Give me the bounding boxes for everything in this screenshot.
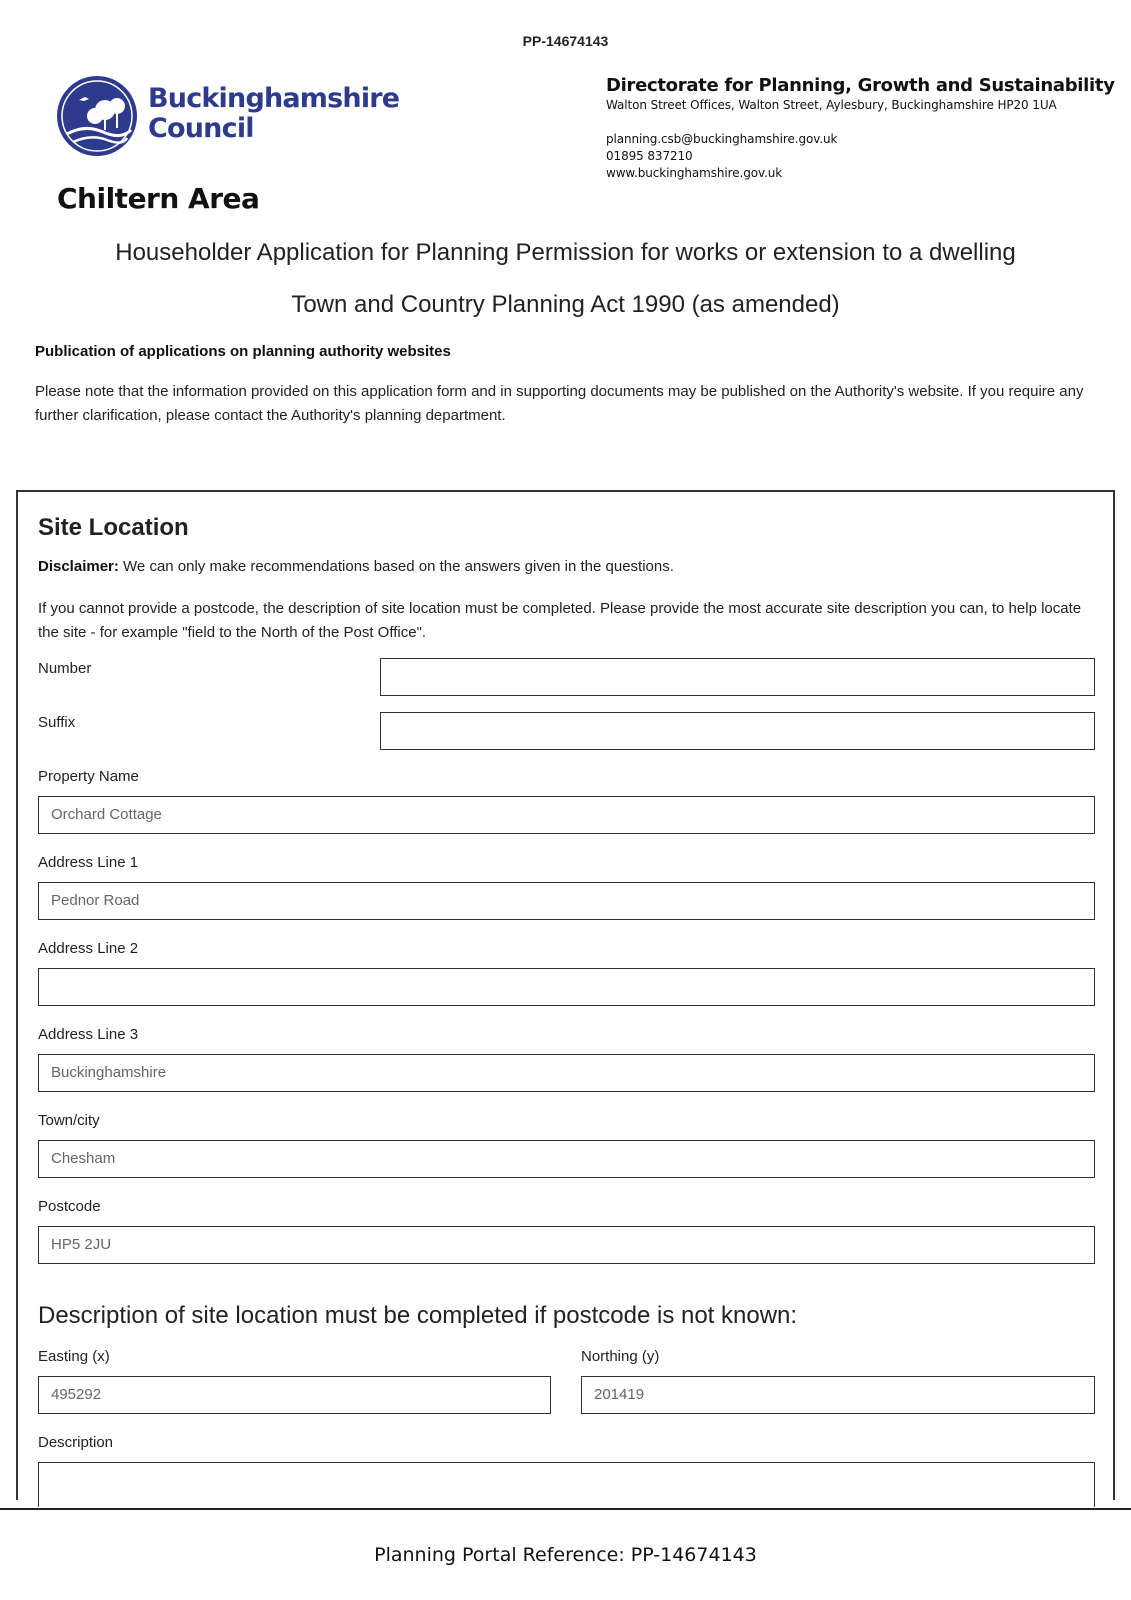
- act-title: Town and Country Planning Act 1990 (as amended): [291, 291, 840, 318]
- directorate-address: Walton Street Offices, Walton Street, Aylesbury, Buckinghamshire HP20 1UA: [606, 98, 1057, 112]
- directorate-website: www.buckinghamshire.gov.uk: [606, 166, 783, 180]
- publication-text: Please note that the information provided on this application form and in supporting documents may be published on the Authority's website. If you require any further clarification, please contact the Authority's planning department.: [35, 383, 1084, 424]
- description-heading: Description of site location must be completed if postcode is not known:: [38, 1302, 798, 1329]
- disclaimer-text: We can only make recommendations based on the answers given in the questions.: [118, 558, 674, 575]
- address-line-1-field[interactable]: Pednor Road: [38, 882, 1095, 920]
- council-name: [148, 84, 399, 144]
- property-name-label: Property Name: [38, 768, 139, 785]
- description-field[interactable]: [38, 1462, 1095, 1507]
- footer-reference: Planning Portal Reference: PP-14674143: [374, 1544, 757, 1566]
- description-label: Description: [38, 1434, 114, 1451]
- area-title: Chiltern Area: [57, 182, 260, 215]
- top-reference: PP-14674143: [522, 33, 609, 49]
- address-line-1-label: Address Line 1: [38, 854, 139, 871]
- number-field[interactable]: [380, 658, 1095, 696]
- footer-divider: [0, 1508, 1131, 1510]
- council-name-line1: Buckinghamshire: [148, 83, 400, 114]
- property-name-field[interactable]: Orchard Cottage: [38, 796, 1095, 834]
- council-name-line2: Council: [148, 113, 254, 144]
- northing-field[interactable]: 201419: [581, 1376, 1095, 1414]
- town-city-field[interactable]: Chesham: [38, 1140, 1095, 1178]
- address-line-2-label: Address Line 2: [38, 940, 139, 957]
- directorate-title: Directorate for Planning, Growth and Sustainability: [606, 75, 1115, 96]
- disclaimer: [38, 558, 674, 575]
- disclaimer-label: Disclaimer:: [38, 558, 119, 575]
- suffix-field[interactable]: [380, 712, 1095, 750]
- easting-label: Easting (x): [38, 1348, 110, 1365]
- section-title: Site Location: [38, 514, 189, 541]
- easting-field[interactable]: 495292: [38, 1376, 551, 1414]
- directorate-email: planning.csb@buckinghamshire.gov.uk: [606, 132, 838, 146]
- address-line-3-field[interactable]: Buckinghamshire: [38, 1054, 1095, 1092]
- town-city-label: Town/city: [38, 1112, 100, 1129]
- number-label: Number: [38, 660, 92, 677]
- suffix-label: Suffix: [38, 714, 76, 731]
- publication-heading: Publication of applications on planning authority websites: [35, 343, 451, 360]
- postcode-label: Postcode: [38, 1198, 101, 1215]
- northing-label: Northing (y): [581, 1348, 660, 1365]
- postcode-field[interactable]: HP5 2JU: [38, 1226, 1095, 1264]
- council-logo-icon: [55, 74, 139, 158]
- site-location-note: If you cannot provide a postcode, the description of site location must be completed. Please provide the most accurate site description you can, to help locate the site - for example "field to the North of the Post Office".: [38, 600, 1082, 641]
- address-line-2-field[interactable]: [38, 968, 1095, 1006]
- application-title: Householder Application for Planning Permission for works or extension to a dwelling: [115, 239, 1016, 266]
- site-location-section: [16, 490, 1115, 1500]
- directorate-contact-block: [606, 75, 1115, 182]
- directorate-phone: 01895 837210: [606, 149, 693, 163]
- address-line-3-label: Address Line 3: [38, 1026, 139, 1043]
